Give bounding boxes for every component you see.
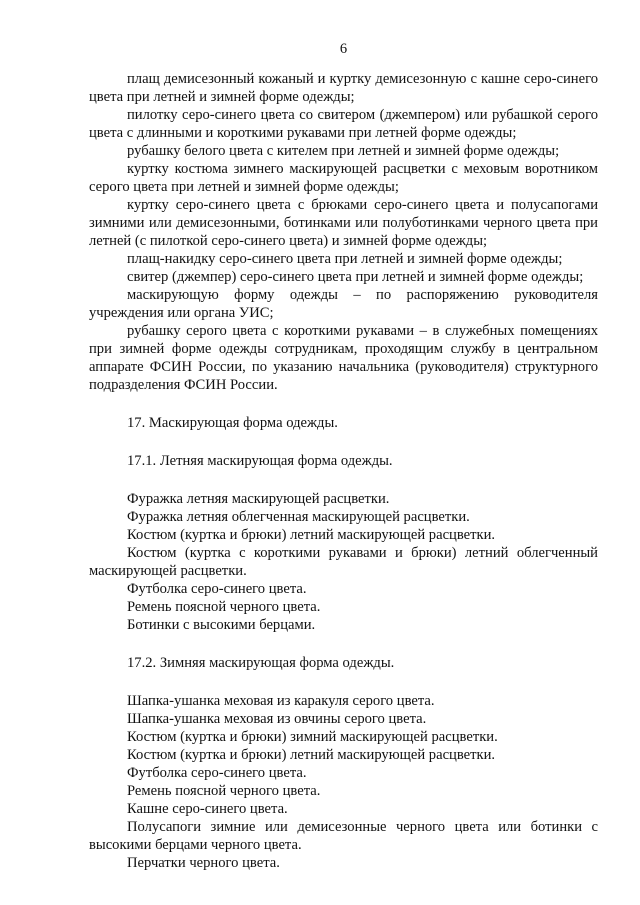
winter-item-6: Ремень поясной черного цвета. — [127, 783, 321, 799]
intro-item-2: пилотку серо-синего цвета со свитером (джемпером) или рубашкой серого цвета с длинными и короткими рукавами при летней форме одежды; — [89, 107, 598, 141]
spacer — [89, 672, 598, 692]
intro-item-6: плащ-накидку серо-синего цвета при летней и зимней форме одежды; — [127, 251, 563, 267]
summer-item-2: Фуражка летняя облегченная маскирующей расцветки. — [127, 509, 470, 525]
intro-item-8: маскирующую форму одежды – по распоряжению руководителя учреждения или органа УИС; — [89, 287, 598, 321]
section-17-1-heading: 17.1. Летняя маскирующая форма одежды. — [127, 453, 393, 469]
winter-item-1: Шапка-ушанка меховая из каракуля серого цвета. — [127, 693, 435, 709]
winter-item-3: Костюм (куртка и брюки) зимний маскирующей расцветки. — [127, 729, 498, 745]
summer-item-5: Футболка серо-синего цвета. — [127, 581, 307, 597]
summer-item-4: Костюм (куртка с короткими рукавами и брюки) летний облегченный маскирующей расцветки. — [89, 545, 598, 579]
section-17-2-heading: 17.2. Зимняя маскирующая форма одежды. — [127, 655, 395, 671]
winter-item-8: Полусапоги зимние или демисезонные черного цвета или ботинки с высокими берцами черного цвета. — [89, 819, 598, 853]
intro-item-5: куртку серо-синего цвета с брюками серо-синего цвета и полусапогами зимними или демисезонными, ботинками или полуботинками черного цвета при летней (с пилоткой серо-синего цвета) и зимней форме одежды; — [89, 197, 598, 249]
summer-item-1: Фуражка летняя маскирующей расцветки. — [127, 491, 390, 507]
spacer — [89, 394, 598, 414]
intro-item-4: куртку костюма зимнего маскирующей расцветки с меховым воротником серого цвета при летней и зимней форме одежды; — [89, 161, 598, 195]
winter-item-7: Кашне серо-синего цвета. — [127, 801, 288, 817]
page-number: 6 — [339, 41, 348, 57]
spacer — [89, 432, 598, 452]
intro-item-9: рубашку серого цвета с короткими рукавами – в служебных помещениях при зимней форме одежды сотрудникам, проходящим службу в центральном аппарате ФСИН России, по указанию начальника (руководителя) структурного подразделения ФСИН России. — [89, 323, 598, 393]
winter-item-5: Футболка серо-синего цвета. — [127, 765, 307, 781]
intro-item-7: свитер (джемпер) серо-синего цвета при летней и зимней форме одежды; — [127, 269, 584, 285]
summer-item-7: Ботинки с высокими берцами. — [127, 617, 316, 633]
summer-item-6: Ремень поясной черного цвета. — [127, 599, 321, 615]
winter-item-9: Перчатки черного цвета. — [127, 855, 280, 871]
summer-item-3: Костюм (куртка и брюки) летний маскирующей расцветки. — [127, 527, 496, 543]
intro-item-1: плащ демисезонный кожаный и куртку демисезонную с кашне серо-синего цвета при летней и зимней форме одежды; — [89, 71, 598, 105]
spacer — [89, 634, 598, 654]
intro-item-3: рубашку белого цвета с кителем при летней и зимней форме одежды; — [127, 143, 560, 159]
section-17-heading: 17. Маскирующая форма одежды. — [127, 415, 338, 431]
winter-item-2: Шапка-ушанка меховая из овчины серого цвета. — [127, 711, 427, 727]
spacer — [89, 470, 598, 490]
winter-item-4: Костюм (куртка и брюки) летний маскирующей расцветки. — [127, 747, 496, 763]
